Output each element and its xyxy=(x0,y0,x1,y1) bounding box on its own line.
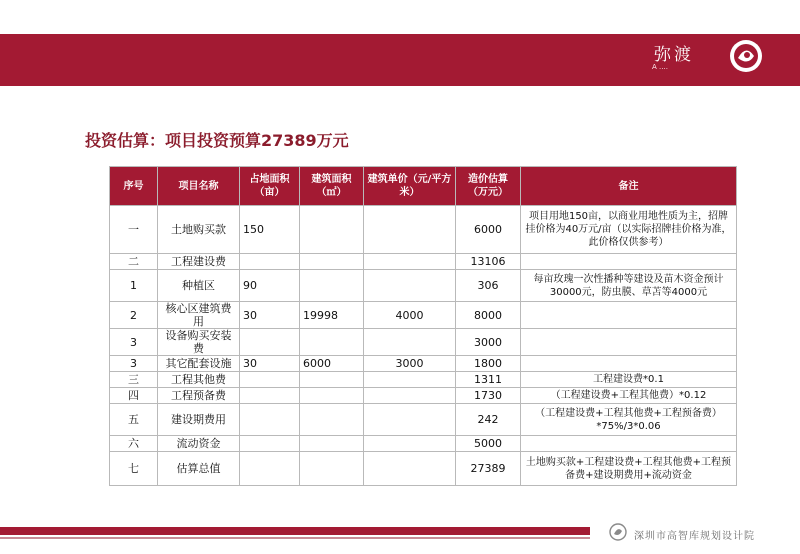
cell-building-area xyxy=(300,254,364,270)
cell-item-name: 工程其他费 xyxy=(158,372,240,388)
cell-land-area xyxy=(240,452,300,486)
cell-index: 七 xyxy=(110,452,158,486)
cell-index: 2 xyxy=(110,302,158,329)
cell-remarks xyxy=(521,436,737,452)
logo-subtext: A .... xyxy=(652,63,668,71)
cell-land-area xyxy=(240,436,300,452)
cell-remarks: 工程建设费*0.1 xyxy=(521,372,737,388)
table-row xyxy=(110,206,737,254)
cell-building-area xyxy=(300,388,364,404)
cell-cost-estimate: 27389 xyxy=(456,452,521,486)
table-row xyxy=(110,254,737,270)
cell-unit-price xyxy=(364,270,456,302)
cell-land-area: 30 xyxy=(240,302,300,329)
footer-company-name: 深圳市高智库规划设计院 xyxy=(634,531,755,542)
table-row xyxy=(110,270,737,302)
cell-building-area xyxy=(300,270,364,302)
cell-building-area xyxy=(300,452,364,486)
cell-unit-price xyxy=(364,329,456,356)
cell-item-name: 流动资金 xyxy=(158,436,240,452)
cell-index: 1 xyxy=(110,270,158,302)
header-index: 序号 xyxy=(110,167,158,206)
cell-remarks: （工程建设费+工程其他费）*0.12 xyxy=(521,388,737,404)
table-row xyxy=(110,329,737,356)
header-remarks: 备注 xyxy=(521,167,737,206)
cell-cost-estimate: 1800 xyxy=(456,356,521,372)
cell-remarks: 每亩玫瑰一次性播种等建设及苗木资金预计30000元，防虫膜、草苫等4000元 xyxy=(521,270,737,302)
cell-remarks: 项目用地150亩，以商业用地性质为主，招牌挂价格为40万元/亩（以实际招牌挂价格为准，此价格仅供参考） xyxy=(521,206,737,254)
footer-line xyxy=(0,537,590,539)
cell-building-area: 19998 xyxy=(300,302,364,329)
cell-building-area xyxy=(300,206,364,254)
header-building-area: 建筑面积（㎡） xyxy=(300,167,364,206)
cell-land-area xyxy=(240,388,300,404)
header-item-name: 项目名称 xyxy=(158,167,240,206)
cell-cost-estimate: 242 xyxy=(456,404,521,436)
cell-index: 四 xyxy=(110,388,158,404)
cell-remarks: （工程建设费+工程其他费+工程预备费）*75%/3*0.06 xyxy=(521,404,737,436)
cell-building-area xyxy=(300,436,364,452)
cell-item-name: 估算总值 xyxy=(158,452,240,486)
table-row xyxy=(110,436,737,452)
cell-remarks xyxy=(521,329,737,356)
cell-item-name: 种植区 xyxy=(158,270,240,302)
logo-text: 弥渡 xyxy=(654,45,694,65)
cell-cost-estimate: 3000 xyxy=(456,329,521,356)
cell-remarks xyxy=(521,302,737,329)
cell-land-area: 30 xyxy=(240,356,300,372)
cell-land-area: 150 xyxy=(240,206,300,254)
cell-unit-price xyxy=(364,254,456,270)
cell-remarks xyxy=(521,254,737,270)
cell-unit-price xyxy=(364,436,456,452)
cell-index: 一 xyxy=(110,206,158,254)
table-row xyxy=(110,356,737,372)
cell-cost-estimate: 306 xyxy=(456,270,521,302)
cell-remarks: 土地购买款+工程建设费+工程其他费+工程预备费+建设期费用+流动资金 xyxy=(521,452,737,486)
investment-table xyxy=(109,166,737,486)
cell-item-name: 工程预备费 xyxy=(158,388,240,404)
cell-cost-estimate: 13106 xyxy=(456,254,521,270)
brand-logo xyxy=(644,38,764,82)
cell-cost-estimate: 8000 xyxy=(456,302,521,329)
cell-unit-price xyxy=(364,404,456,436)
cell-item-name: 其它配套设施 xyxy=(158,356,240,372)
cell-building-area: 6000 xyxy=(300,356,364,372)
table-row xyxy=(110,388,737,404)
cell-land-area xyxy=(240,372,300,388)
cell-land-area xyxy=(240,404,300,436)
cell-unit-price: 4000 xyxy=(364,302,456,329)
table-row xyxy=(110,302,737,329)
cell-cost-estimate: 1730 xyxy=(456,388,521,404)
cell-index: 三 xyxy=(110,372,158,388)
cell-land-area xyxy=(240,254,300,270)
rose-logo-icon xyxy=(728,38,764,74)
cell-land-area: 90 xyxy=(240,270,300,302)
cell-index: 六 xyxy=(110,436,158,452)
cell-unit-price: 3000 xyxy=(364,356,456,372)
table-row xyxy=(110,404,737,436)
cell-cost-estimate: 5000 xyxy=(456,436,521,452)
cell-item-name: 工程建设费 xyxy=(158,254,240,270)
footer-band xyxy=(0,527,590,535)
cell-index: 五 xyxy=(110,404,158,436)
cell-cost-estimate: 1311 xyxy=(456,372,521,388)
cell-remarks xyxy=(521,356,737,372)
cell-index: 3 xyxy=(110,356,158,372)
cell-building-area xyxy=(300,372,364,388)
cell-unit-price xyxy=(364,388,456,404)
cell-index: 二 xyxy=(110,254,158,270)
cell-item-name: 建设期费用 xyxy=(158,404,240,436)
cell-land-area xyxy=(240,329,300,356)
cell-item-name: 核心区建筑费用 xyxy=(158,302,240,329)
header-cost-estimate: 造价估算（万元） xyxy=(456,167,521,206)
header-unit-price: 建筑单价（元/平方米） xyxy=(364,167,456,206)
cell-item-name: 土地购买款 xyxy=(158,206,240,254)
table-row xyxy=(110,372,737,388)
cell-building-area xyxy=(300,329,364,356)
cell-item-name: 设备购买安装费 xyxy=(158,329,240,356)
cell-unit-price xyxy=(364,372,456,388)
header-land-area: 占地面积（亩） xyxy=(240,167,300,206)
table-row xyxy=(110,452,737,486)
page-title: 投资估算：项目投资预算27389万元 xyxy=(85,131,349,150)
cell-index: 3 xyxy=(110,329,158,356)
table-header-row xyxy=(110,167,737,206)
cell-unit-price xyxy=(364,452,456,486)
cell-cost-estimate: 6000 xyxy=(456,206,521,254)
company-logo-icon xyxy=(608,522,628,542)
cell-unit-price xyxy=(364,206,456,254)
cell-building-area xyxy=(300,404,364,436)
